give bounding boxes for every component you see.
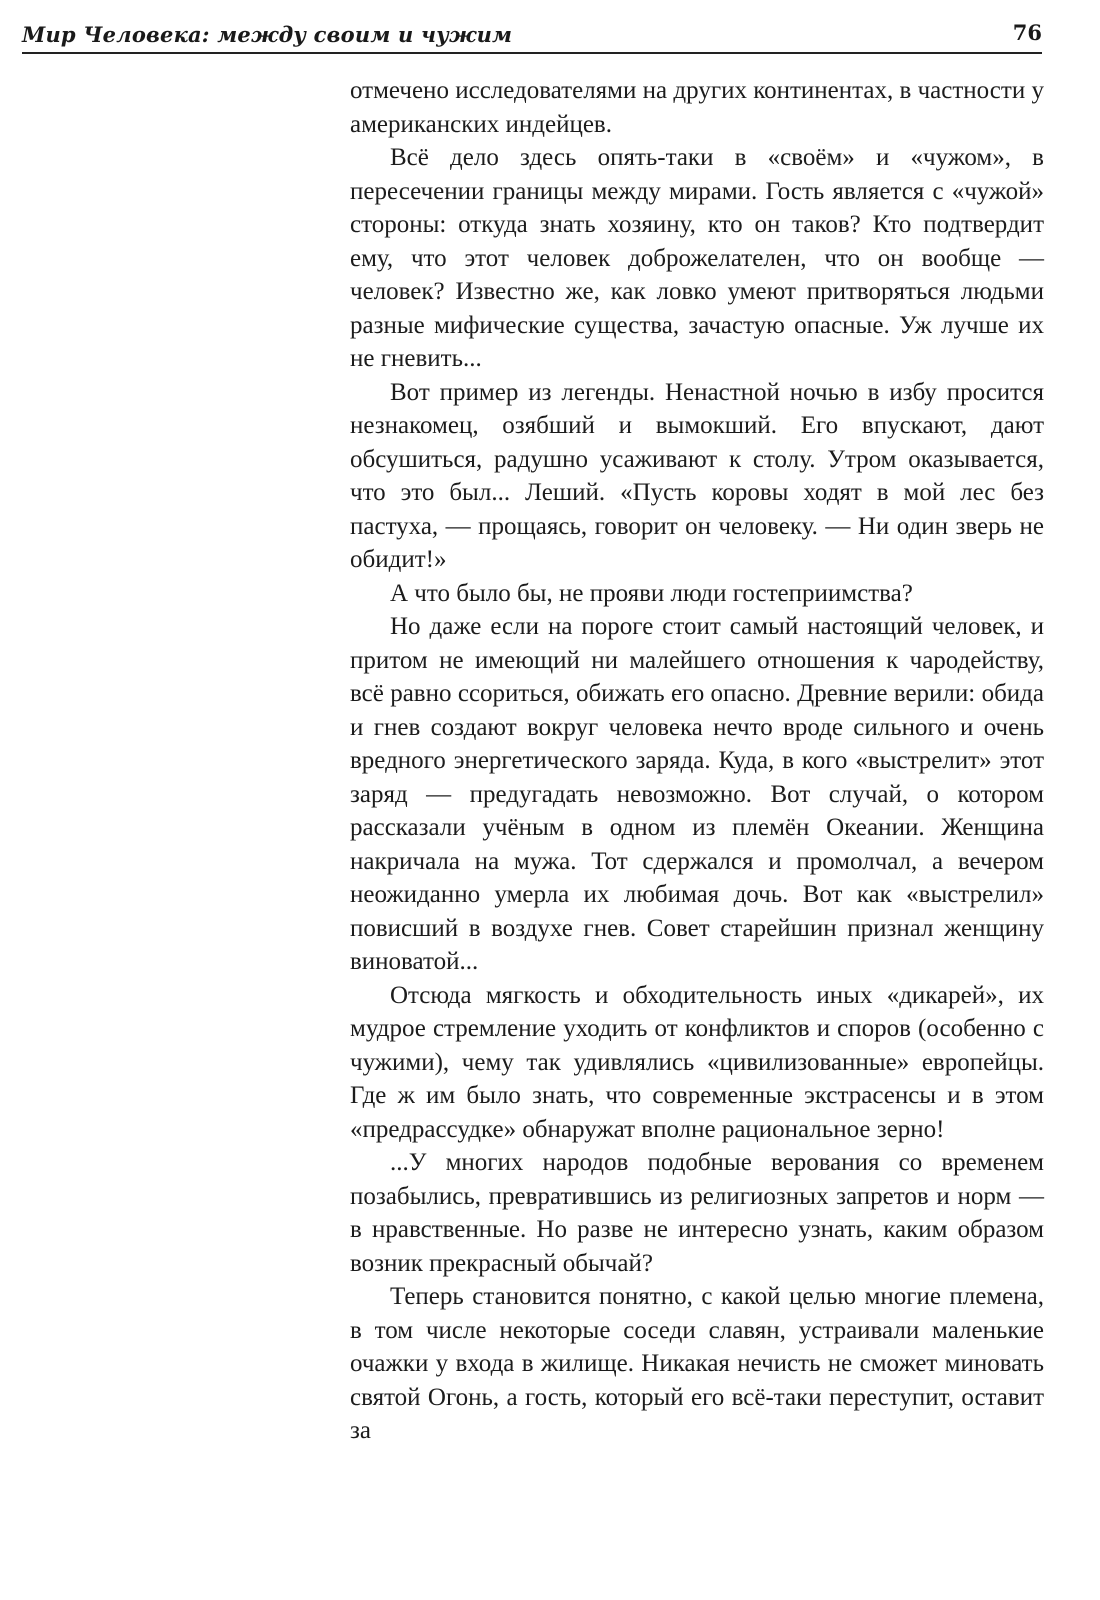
paragraph: Вот пример из легенды. Ненастной ночью в избу просится незнакомец, озябший и вымокший. Его впускают, дают обсушиться, радушно усаживают к столу. Утром оказывается, что это был... Леший. «Пусть коровы ходят в мой лес без пастуха, — прощаясь, говорит он человеку. — Ни один зверь не обидит!» bbox=[350, 378, 1044, 573]
paragraph: Отсюда мягкость и обходительность иных «дикарей», их мудрое стремление уходить от конфликтов и споров (особенно с чужими), чему так удивлялись «цивилизованные» европейцы. Где ж им было знать, что современные экстрасенсы и в этом «предрассудке» обнаружат вполне рациональное зерно! bbox=[350, 981, 1044, 1143]
paragraph: Всё дело здесь опять-таки в «своём» и «чужом», в пересечении границы между мирами. Гость является с «чужой» стороны: откуда знать хозяину, кто он таков? Кто подтвердит ему, что этот человек доброжелателен, что он вообще — человек? Известно же, как ловко умеют притворяться людьми разные мифические существа, зачастую опасные. Уж лучше их не гневить... bbox=[350, 144, 1044, 372]
paragraph: ...У многих народов подобные верования со временем позабылись, превратившись из религиозных запретов и норм — в нравственные. Но разве не интересно узнать, каким образом возник прекрасный обычай? bbox=[350, 1149, 1044, 1277]
page-number: 76 bbox=[1012, 20, 1042, 45]
running-title: Мир Человека: между своим и чужим bbox=[22, 22, 513, 47]
running-header bbox=[22, 18, 1042, 54]
paragraph: Но даже если на пороге стоит самый настоящий человек, и притом не имеющий ни малейшего отношения к чародейству, всё равно ссориться, обижать его опасно. Древние верили: обида и гнев создают вокруг человека нечто вроде сильного и очень вредного энергетического заряда. Куда, в кого «выстрелит» этот заряд — предугадать невозможно. Вот случай, о котором рассказали учёным в одном из племён Океании. Женщина накричала на мужа. Тот сдержался и промолчал, а вечером неожиданно умерла их любимая дочь. Вот как «выстрелил» повисший в воздухе гнев. Совет старейшин признал женщину виноватой... bbox=[350, 613, 1044, 975]
body-text bbox=[350, 74, 1044, 1448]
paragraph: Теперь становится понятно, с какой целью многие племена, в том числе некоторые соседи славян, устраивали маленькие очажки у входа в жилище. Никакая нечисть не сможет миновать святой Огонь, а гость, который его всё-таки переступит, оставит за bbox=[350, 1283, 1044, 1444]
paragraph-continued: отмечено исследователями на других континентах, в частности у американских индейцев. bbox=[350, 77, 1044, 138]
paragraph: А что было бы, не прояви люди гостеприимства? bbox=[390, 579, 913, 607]
